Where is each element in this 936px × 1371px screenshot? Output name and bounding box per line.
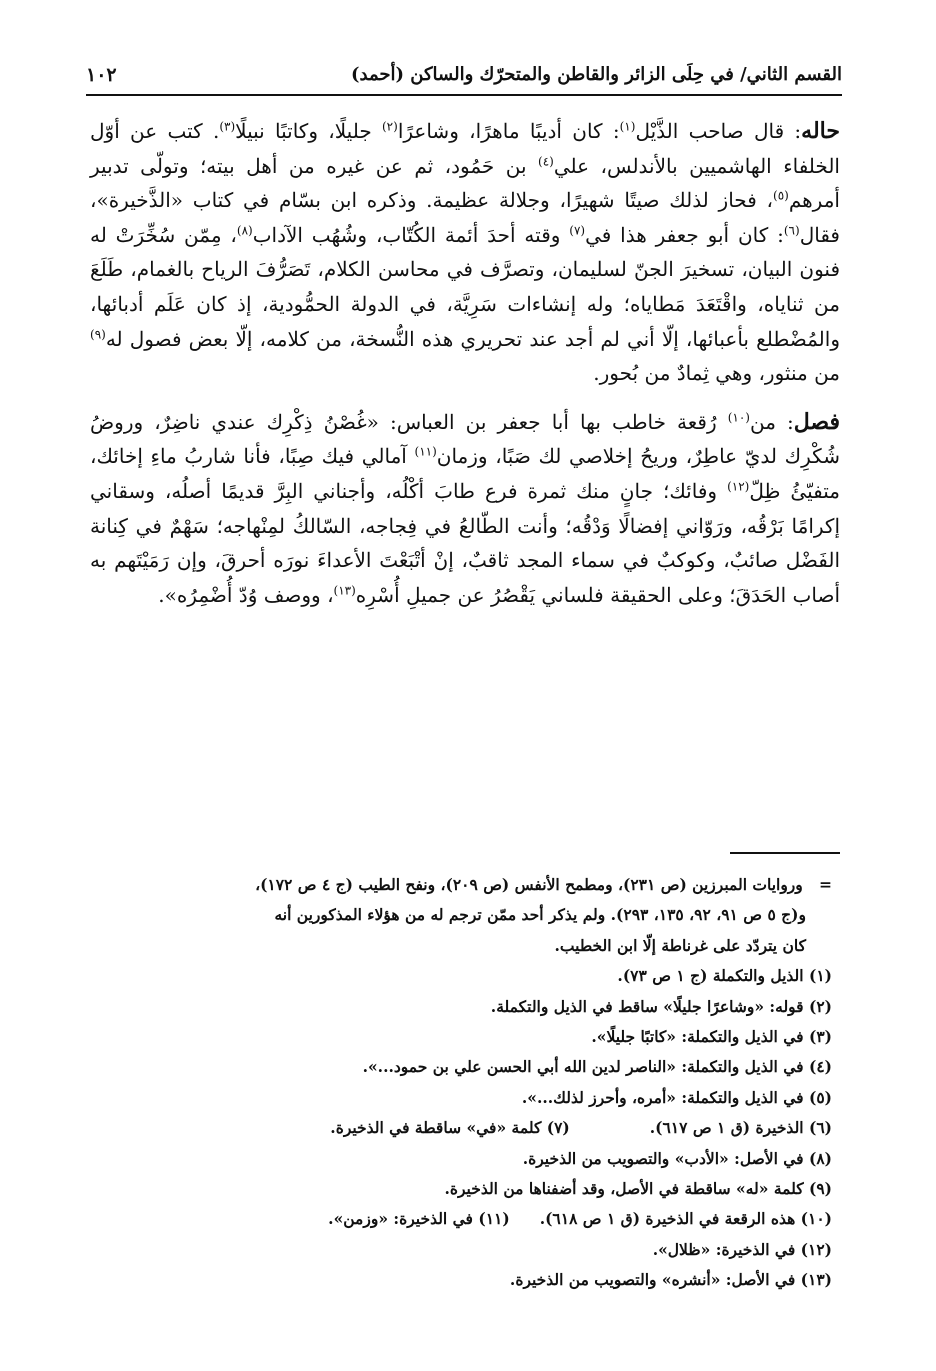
text-run: : كان أبو جعفر هذا في: [585, 222, 784, 247]
paragraph-letter: [90, 405, 840, 613]
main-text: [90, 114, 840, 612]
text-run: وقته أحدَ أئمة الكُتّاب، وشُهُب الآداب: [252, 222, 570, 247]
footnote-ref: (١٣): [333, 583, 356, 598]
text-run: : قال صاحب الذَّيْل: [635, 119, 802, 143]
paragraph-lead: حاله: [801, 118, 840, 144]
header-rule: [86, 94, 842, 96]
footnote-row: [100, 1113, 832, 1143]
footnote-ref: (٩): [90, 326, 106, 341]
footnote-12: (١٢) في الذخيرة: «ظلال».: [652, 1239, 832, 1259]
text-run: ، ووصف وُدّ أُضْمِرُه».: [158, 582, 334, 607]
footnote-continued-line: كان يتردّد على غرناطة إلّا ابن الخطيب.: [554, 935, 806, 955]
footnote-ref: (٦): [783, 223, 800, 238]
running-header: [86, 54, 842, 94]
paragraph-biography: [90, 114, 840, 391]
footnote-7: (٧) كلمة «في» ساقطة في الذخيرة.: [330, 1118, 570, 1138]
text-run: آمالي فيك صِبًا، فأنا شاربُ ماءِ إخائك، متفيّئُ ظِلّ: [90, 444, 840, 503]
footnote-4: (٤) في الذيل والتكملة: «الناصر لدين الله أبي الحسن علي بن حمود...».: [362, 1057, 832, 1077]
footnote-ref: (١٠): [727, 410, 750, 425]
paragraph-lead: فصل: [793, 408, 840, 435]
footnote-continued: [100, 870, 832, 900]
footnote-text: وروايات المبرزين (ص ٢٣١)، ومطمح الأنفس (ص ٢٠٩)، ونفح الطيب (ج ٤ ص ١٧٢)،: [255, 875, 803, 894]
running-title: القسم الثاني/ في حِلَى الزائر والقاطن والمتحرّك والساكن (أحمد): [350, 64, 842, 85]
text-run: بن حَمُود، ثم عن غيره من أهل بيته؛ وتولّى تدبير أمرهم: [90, 153, 840, 213]
text-run: : كان أديبًا ماهرًا، وشاعرًا: [397, 119, 620, 143]
text-run: من منثور، وهي ثِمادٌ من بُحور.: [593, 361, 840, 386]
text-run: جليلًا، وكاتبًا نبيلًا: [235, 119, 382, 143]
footnote-ref: (٨): [236, 223, 253, 238]
continuation-marker: =: [819, 875, 832, 894]
page-number: ١٠٢: [86, 64, 117, 86]
text-run: : من: [749, 409, 794, 434]
footnote-ref: (٥): [773, 188, 789, 203]
footnote-ref: (١٢): [727, 479, 750, 494]
footnote-ref: (١): [619, 119, 636, 134]
footnote-ref: (٣): [219, 119, 236, 134]
footnote-5: (٥) في الذيل والتكملة: «أمره، وأحرز لذلك...».: [521, 1087, 832, 1107]
footnote-3: (٣) في الذيل والتكملة: «كاتبًا جليلًا».: [591, 1027, 832, 1047]
text-run: . كتب عن أوّل الخلفاء الهاشميين بالأندلس، علي: [90, 119, 840, 178]
footnote-row: [100, 1204, 832, 1234]
footnote-ref: (١١): [414, 444, 437, 459]
footnote-6: (٦) الذخيرة (ق ١ ص ٦١٧).: [649, 1118, 832, 1138]
footnote-continued-line: و(ج ٥ ص ٩١، ٩٢، ١٣٥، ٢٩٣). ولم يذكر أحد ممّن ترجم له من هؤلاء المذكورين أنه: [274, 905, 806, 925]
footnote-8: (٨) في الأصل: «الأدب» والتصويب من الذخيرة.: [522, 1148, 832, 1168]
footnote-ref: (٧): [569, 223, 586, 238]
footnote-13: (١٣) في الأصل: «أنشره» والتصويب من الذخيرة.: [509, 1270, 832, 1290]
footnote-9: (٩) كلمة «له» ساقطة في الأصل، وقد أضفناها من الذخيرة.: [444, 1179, 832, 1199]
footnote-ref: (٤): [538, 153, 554, 168]
footnote-1: (١) الذيل والتكملة (ج ١ ص ٧٣).: [617, 966, 832, 986]
footnote-2: (٢) قوله: «وشاعرًا جليلًا» ساقط في الذيل والتكملة.: [490, 996, 832, 1016]
footnote-rule: [730, 852, 840, 854]
text-run: رُقعة خاطب بها أبا جعفر بن العباس: «غُصْنُ ذِكْرِك عندي ناضِرٌ، وروضُ شُكْرِك لديّ عاطِرٌ، وريحُ إخلاصي لك صَبًا، وزمان: [90, 409, 840, 469]
footnote-10: (١٠) هذه الرقعة في الذخيرة (ق ١ ص ٦١٨).: [539, 1209, 832, 1229]
text-run: ، مِمّن سُخِّرَتْ له فنون البيان، تسخيرَ الجنّ لسليمان، وتصرَّف في محاسن الكلام، تَصَرُّفَ الرياح بالغمام، طَلَعَ من ثناياه، واقْتَعَدَ مَطاياه؛ وله إنشاءات سَرِيَّة، في الدولة الحمُّودية، إذ كان عَلَم أدبائها، والمُضْطلع بأعبائها، إلّا أني لم أجد عند تحريري هذه النُّسخة، من كلامه، إلّا بعض فصول له: [90, 222, 840, 351]
text-run: ، فحاز لذلك صيتًا شهيرًا، وجلالة عظيمة. وذكره ابن بسّام في كتاب «الذَّخيرة»، فقال: [90, 188, 840, 247]
footnote-11: (١١) في الذخيرة: «وزمن».: [328, 1209, 510, 1229]
text-run: وفائك؛ جانٍ منك ثمرة فرع طابَ أكْلُه، وأجناني البِرَّ قديمًا أصلُه، وسقاني إكرامًا بَرْقُه، ورَوّاني إفضالًا وَدْقُه؛ وأنت الطّالعُ في فِجاجه، السّالكُ لمِنْهاجه؛ سَهْمٌ في كِنانة الفَضْل صائبٌ، وكوكبٌ في سماء المجد ثاقبٌ، إنْ أتْبَعْتَ الأعداءَ نورَه أحرقَ، وإن رَمَيْتَهم به أصاب الحَدَقَ؛ وعلى الحقيقة فلساني يَقْصُرُ عن جميلِ أُسْرِه: [90, 478, 840, 607]
footnotes: [100, 870, 832, 1296]
footnote-ref: (٢): [381, 119, 398, 134]
